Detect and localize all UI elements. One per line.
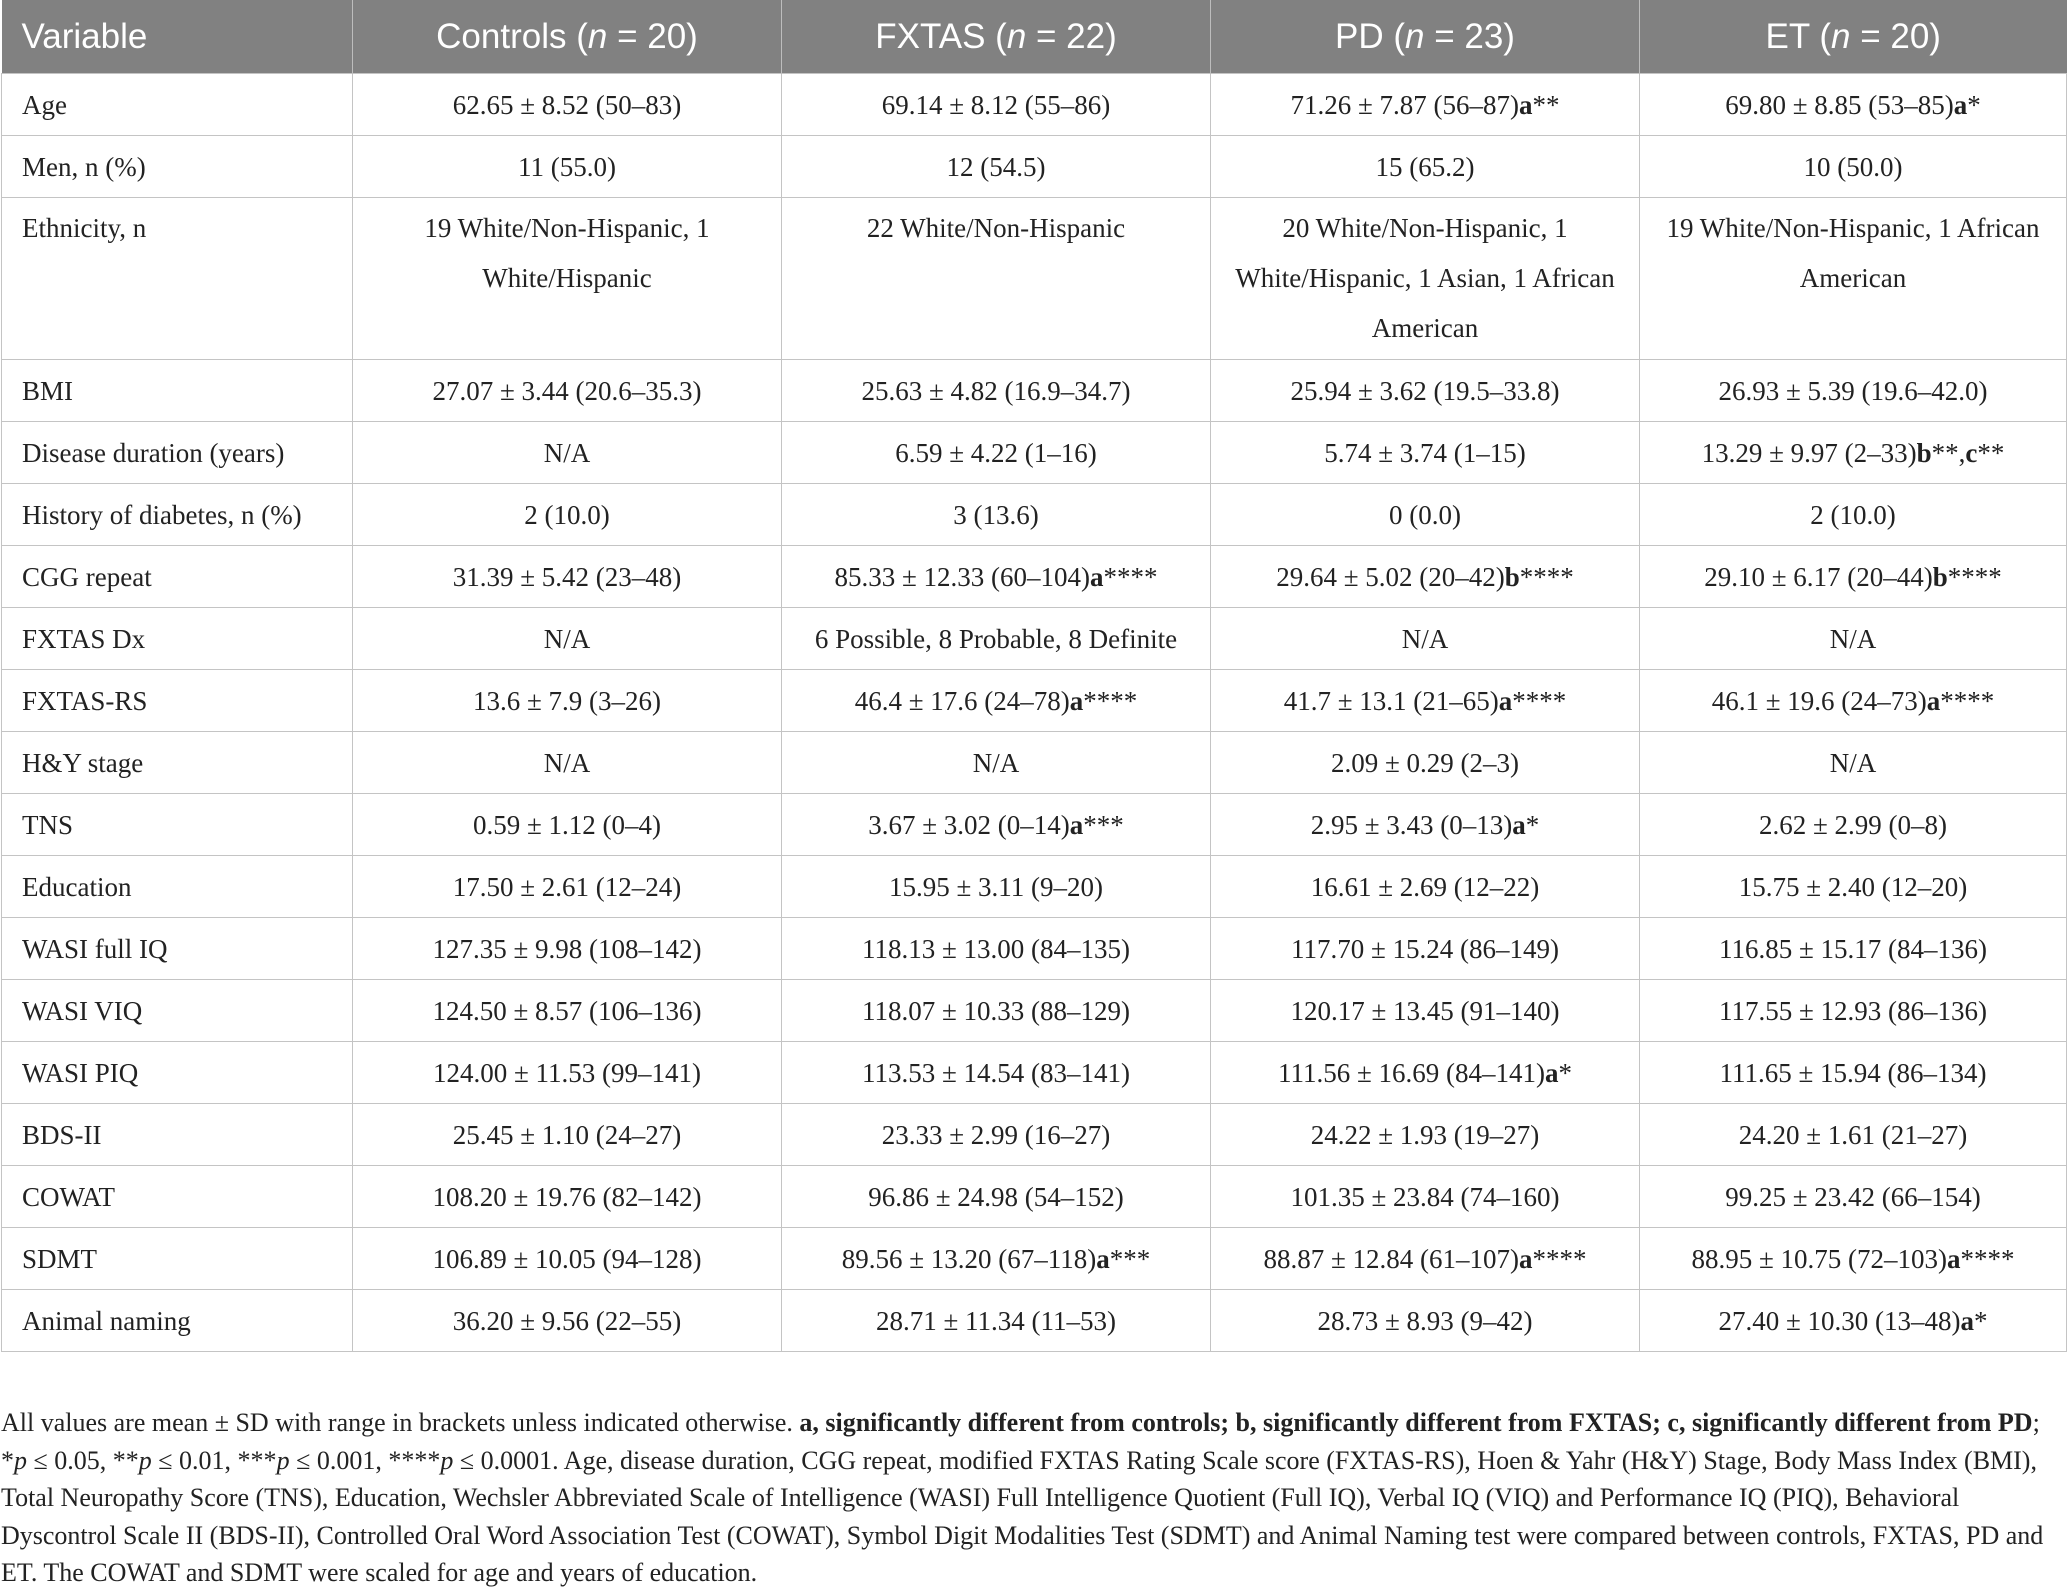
table-cell: 120.17 ± 13.45 (91–140)	[1211, 980, 1640, 1042]
table-cell: 0.59 ± 1.12 (0–4)	[353, 794, 782, 856]
table-row	[2, 136, 2067, 198]
table-cell: 127.35 ± 9.98 (108–142)	[353, 918, 782, 980]
table-cell: N/A	[1211, 608, 1640, 670]
table-row	[2, 422, 2067, 484]
row-label: Age	[2, 74, 353, 136]
row-label: FXTAS-RS	[2, 670, 353, 732]
row-label: CGG repeat	[2, 546, 353, 608]
row-label: FXTAS Dx	[2, 608, 353, 670]
table-row	[2, 732, 2067, 794]
table-cell: 28.71 ± 11.34 (11–53)	[782, 1290, 1211, 1352]
table-cell: N/A	[353, 422, 782, 484]
table-cell: 96.86 ± 24.98 (54–152)	[782, 1166, 1211, 1228]
table-row	[2, 670, 2067, 732]
header-variable: Variable	[2, 0, 353, 74]
table-cell: 101.35 ± 23.84 (74–160)	[1211, 1166, 1640, 1228]
table-row	[2, 856, 2067, 918]
table-cell: 13.6 ± 7.9 (3–26)	[353, 670, 782, 732]
table-row	[2, 74, 2067, 136]
table-row	[2, 1042, 2067, 1104]
table-row	[2, 546, 2067, 608]
row-label: Animal naming	[2, 1290, 353, 1352]
table-footnote: All values are mean ± SD with range in brackets unless indicated otherwise. a, significantly different from controls; b, significantly different from FXTAS; c, significantly different from PD; *p ≤ 0.05, **p ≤ 0.01, ***p ≤ 0.001, ****p ≤ 0.0001. Age, disease duration, CGG repeat, modified FXTAS Rating Scale score (FXTAS-RS), Hoen & Yahr (H&Y) Stage, Body Mass Index (BMI), Total Neuropathy Score (TNS), Education, Wechsler Abbreviated Scale of Intelligence (WASI) Full Intelligence Quotient (Full IQ), Verbal IQ (VIQ) and Performance IQ (PIQ), Behavioral Dyscontrol Scale II (BDS-II), Controlled Oral Word Association Test (COWAT), Symbol Digit Modalities Test (SDMT) and Animal Naming test were compared between controls, FXTAS, PD and ET. The COWAT and SDMT were scaled for age and years of education.	[1, 1408, 2044, 1587]
table-cell: 13.29 ± 9.97 (2–33)b**,c**	[1640, 422, 2067, 484]
row-label: WASI VIQ	[2, 980, 353, 1042]
table-cell: 106.89 ± 10.05 (94–128)	[353, 1228, 782, 1290]
row-label: Education	[2, 856, 353, 918]
table-cell: 19 White/Non-Hispanic, 1 African American	[1640, 198, 2067, 360]
table-cell: 15.75 ± 2.40 (12–20)	[1640, 856, 2067, 918]
table-cell: 108.20 ± 19.76 (82–142)	[353, 1166, 782, 1228]
table-cell: 15.95 ± 3.11 (9–20)	[782, 856, 1211, 918]
table-cell: 118.13 ± 13.00 (84–135)	[782, 918, 1211, 980]
table-row	[2, 608, 2067, 670]
header-pd: PD (n = 23)	[1211, 0, 1640, 74]
table-cell: 71.26 ± 7.87 (56–87)a**	[1211, 74, 1640, 136]
header-fxtas: FXTAS (n = 22)	[782, 0, 1211, 74]
table-row	[2, 484, 2067, 546]
header-controls: Controls (n = 20)	[353, 0, 782, 74]
table-cell: 2 (10.0)	[353, 484, 782, 546]
table-cell: 111.56 ± 16.69 (84–141)a*	[1211, 1042, 1640, 1104]
table-cell: 12 (54.5)	[782, 136, 1211, 198]
table-cell: 46.1 ± 19.6 (24–73)a****	[1640, 670, 2067, 732]
table-cell: 11 (55.0)	[353, 136, 782, 198]
table-cell: 25.45 ± 1.10 (24–27)	[353, 1104, 782, 1166]
table-cell: 85.33 ± 12.33 (60–104)a****	[782, 546, 1211, 608]
table-row	[2, 198, 2067, 360]
table-cell: 69.80 ± 8.85 (53–85)a*	[1640, 74, 2067, 136]
row-label: SDMT	[2, 1228, 353, 1290]
table-cell: 28.73 ± 8.93 (9–42)	[1211, 1290, 1640, 1352]
table-cell: 25.94 ± 3.62 (19.5–33.8)	[1211, 360, 1640, 422]
table-cell: 6 Possible, 8 Probable, 8 Definite	[782, 608, 1211, 670]
table-cell: 117.70 ± 15.24 (86–149)	[1211, 918, 1640, 980]
table-cell: N/A	[1640, 732, 2067, 794]
table-row	[2, 980, 2067, 1042]
table-cell: 118.07 ± 10.33 (88–129)	[782, 980, 1211, 1042]
table-cell: 46.4 ± 17.6 (24–78)a****	[782, 670, 1211, 732]
table-row	[2, 1104, 2067, 1166]
table-cell: 117.55 ± 12.93 (86–136)	[1640, 980, 2067, 1042]
table-cell: 2.62 ± 2.99 (0–8)	[1640, 794, 2067, 856]
row-label: COWAT	[2, 1166, 353, 1228]
row-label: Disease duration (years)	[2, 422, 353, 484]
table-cell: 27.40 ± 10.30 (13–48)a*	[1640, 1290, 2067, 1352]
table-row	[2, 1166, 2067, 1228]
table-cell: 16.61 ± 2.69 (12–22)	[1211, 856, 1640, 918]
table-cell: 3.67 ± 3.02 (0–14)a***	[782, 794, 1211, 856]
table-cell: 2.95 ± 3.43 (0–13)a*	[1211, 794, 1640, 856]
table-cell: 89.56 ± 13.20 (67–118)a***	[782, 1228, 1211, 1290]
table-cell: 31.39 ± 5.42 (23–48)	[353, 546, 782, 608]
table-cell: 113.53 ± 14.54 (83–141)	[782, 1042, 1211, 1104]
table-cell: 23.33 ± 2.99 (16–27)	[782, 1104, 1211, 1166]
table-row	[2, 918, 2067, 980]
table-cell: 41.7 ± 13.1 (21–65)a****	[1211, 670, 1640, 732]
table-cell: 111.65 ± 15.94 (86–134)	[1640, 1042, 2067, 1104]
row-label: BDS-II	[2, 1104, 353, 1166]
table-cell: 27.07 ± 3.44 (20.6–35.3)	[353, 360, 782, 422]
table-cell: 25.63 ± 4.82 (16.9–34.7)	[782, 360, 1211, 422]
header-et: ET (n = 20)	[1640, 0, 2067, 74]
table-cell: 17.50 ± 2.61 (12–24)	[353, 856, 782, 918]
table-cell: 26.93 ± 5.39 (19.6–42.0)	[1640, 360, 2067, 422]
table-cell: 69.14 ± 8.12 (55–86)	[782, 74, 1211, 136]
demographics-table	[1, 0, 2067, 1352]
table-cell: 2.09 ± 0.29 (2–3)	[1211, 732, 1640, 794]
table-cell: 124.50 ± 8.57 (106–136)	[353, 980, 782, 1042]
table-cell: 24.20 ± 1.61 (21–27)	[1640, 1104, 2067, 1166]
row-label: Ethnicity, n	[2, 198, 353, 360]
table-cell: 116.85 ± 15.17 (84–136)	[1640, 918, 2067, 980]
table-cell: 88.87 ± 12.84 (61–107)a****	[1211, 1228, 1640, 1290]
table-body	[2, 74, 2067, 1352]
table-cell: 6.59 ± 4.22 (1–16)	[782, 422, 1211, 484]
table-cell: 10 (50.0)	[1640, 136, 2067, 198]
table-row	[2, 1290, 2067, 1352]
table-cell: 29.64 ± 5.02 (20–42)b****	[1211, 546, 1640, 608]
row-label: TNS	[2, 794, 353, 856]
table-cell: 3 (13.6)	[782, 484, 1211, 546]
table-cell: 62.65 ± 8.52 (50–83)	[353, 74, 782, 136]
table-cell: 99.25 ± 23.42 (66–154)	[1640, 1166, 2067, 1228]
table-cell: 88.95 ± 10.75 (72–103)a****	[1640, 1228, 2067, 1290]
table-cell: 2 (10.0)	[1640, 484, 2067, 546]
table-cell: N/A	[1640, 608, 2067, 670]
row-label: BMI	[2, 360, 353, 422]
table-cell: 19 White/Non-Hispanic, 1 White/Hispanic	[353, 198, 782, 360]
header-row	[2, 0, 2067, 74]
row-label: Men, n (%)	[2, 136, 353, 198]
table-row	[2, 360, 2067, 422]
table-cell: 29.10 ± 6.17 (20–44)b****	[1640, 546, 2067, 608]
table-cell: 0 (0.0)	[1211, 484, 1640, 546]
table-cell: 36.20 ± 9.56 (22–55)	[353, 1290, 782, 1352]
row-label: WASI full IQ	[2, 918, 353, 980]
row-label: History of diabetes, n (%)	[2, 484, 353, 546]
table-cell: 15 (65.2)	[1211, 136, 1640, 198]
table-cell: 24.22 ± 1.93 (19–27)	[1211, 1104, 1640, 1166]
table-cell: 5.74 ± 3.74 (1–15)	[1211, 422, 1640, 484]
table-cell: N/A	[782, 732, 1211, 794]
table-cell: N/A	[353, 732, 782, 794]
table-row	[2, 794, 2067, 856]
table-cell: 20 White/Non-Hispanic, 1 White/Hispanic, 1 Asian, 1 African American	[1211, 198, 1640, 360]
table-row	[2, 1228, 2067, 1290]
table-cell: N/A	[353, 608, 782, 670]
table-cell: 22 White/Non-Hispanic	[782, 198, 1211, 360]
row-label: WASI PIQ	[2, 1042, 353, 1104]
row-label: H&Y stage	[2, 732, 353, 794]
table-cell: 124.00 ± 11.53 (99–141)	[353, 1042, 782, 1104]
